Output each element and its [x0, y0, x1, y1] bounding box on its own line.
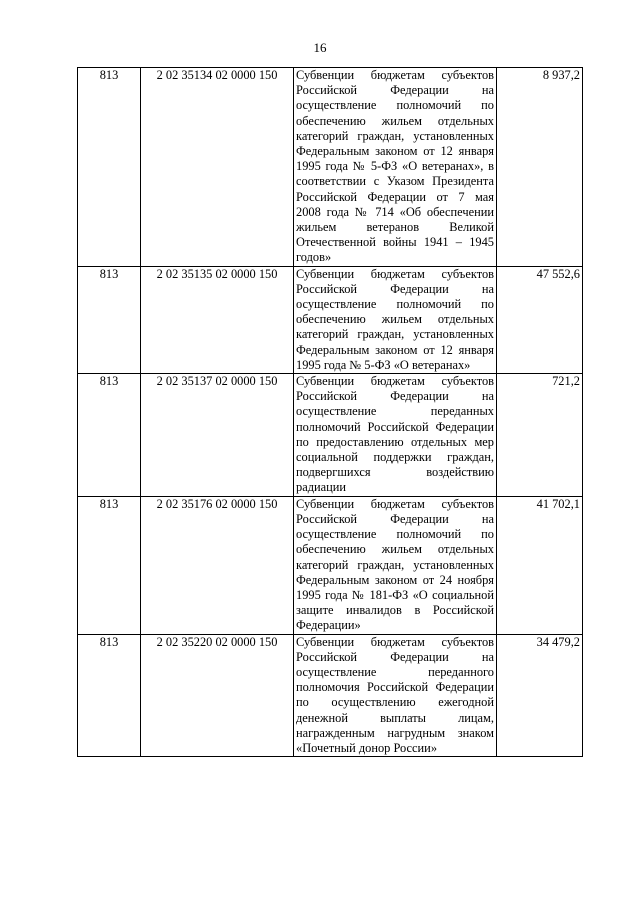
text-line: Субвенции бюджетам субъектов — [296, 266, 494, 281]
text-line: Федеральным законом от 24 ноября — [296, 572, 494, 587]
text-line: по предоставлению отдельных мер — [296, 434, 494, 449]
text-line: обеспечению жильем отдельных — [296, 312, 494, 327]
text-line: защите инвалидов в Российской — [296, 603, 494, 618]
text-line: Российской Федерации на — [296, 389, 494, 404]
admin-code-cell: 813 — [78, 68, 141, 267]
text-line: годов» — [296, 250, 332, 265]
admin-code-cell: 813 — [78, 634, 141, 757]
text-line: Субвенции бюджетам субъектов — [296, 68, 494, 82]
amount-cell: 41 702,1 — [497, 496, 583, 634]
text-line: категорий граждан, установленных — [296, 327, 494, 342]
text-line: полномочий Российской Федерации — [296, 419, 494, 434]
text-line: Федерации» — [296, 618, 361, 633]
page-number: 16 — [313, 40, 327, 55]
text-line: по осуществлению ежегодной — [296, 695, 494, 710]
text-line: обеспечению жильем отдельных — [296, 542, 494, 557]
text-line: соответствии с Указом Президента — [296, 174, 494, 189]
revenue-code-cell: 2 02 35134 02 0000 150 — [141, 68, 294, 267]
table-row — [78, 496, 583, 634]
text-line: жильем ветеранов Великой — [296, 220, 494, 235]
table-row — [78, 374, 583, 497]
text-line: 1995 года № 5-ФЗ «О ветеранах» — [296, 357, 471, 372]
text-line: Отечественной войны 1941 – 1945 — [296, 235, 494, 250]
admin-code-cell: 813 — [78, 374, 141, 497]
text-line: Федеральным законом от 12 января — [296, 144, 494, 159]
revenue-code-cell: 2 02 35176 02 0000 150 — [141, 496, 294, 634]
admin-code-cell: 813 — [78, 266, 141, 373]
text-line: Российской Федерации на — [296, 649, 494, 664]
revenue-name-cell — [294, 68, 497, 267]
table-row — [78, 634, 583, 757]
amount-cell: 34 479,2 — [497, 634, 583, 757]
text-line: полномочия Российской Федерации — [296, 680, 494, 695]
admin-code-cell: 813 — [78, 496, 141, 634]
revenue-code-cell: 2 02 35137 02 0000 150 — [141, 374, 294, 497]
table-row — [78, 266, 583, 373]
revenue-code-cell: 2 02 35135 02 0000 150 — [141, 266, 294, 373]
text-line: Российской Федерации на — [296, 83, 494, 98]
text-line: социальной поддержки граждан, — [296, 450, 494, 465]
text-line: Российской Федерации на — [296, 511, 494, 526]
text-line: радиации — [296, 480, 347, 495]
text-line: осуществление полномочий по — [296, 98, 494, 113]
revenue-name-cell — [294, 374, 497, 497]
text-line: денежной выплаты лицам, — [296, 710, 494, 725]
text-line: категорий граждан, установленных — [296, 128, 494, 143]
amount-cell: 47 552,6 — [497, 266, 583, 373]
text-line: Субвенции бюджетам субъектов — [296, 496, 494, 511]
text-line: 2008 года № 714 «Об обеспечении — [296, 204, 494, 219]
text-line: Федеральным законом от 12 января — [296, 342, 494, 357]
text-line: Российской Федерации от 7 мая — [296, 189, 494, 204]
text-line: Российской Федерации на — [296, 281, 494, 296]
amount-cell: 721,2 — [497, 374, 583, 497]
text-line: награжденным нагрудным знаком — [296, 725, 494, 740]
text-line: категорий граждан, установленных — [296, 557, 494, 572]
revenue-name-cell — [294, 634, 497, 757]
amount-cell: 8 937,2 — [497, 68, 583, 267]
text-line: 1995 года № 181-ФЗ «О социальной — [296, 587, 494, 602]
text-line: подвергшихся воздействию — [296, 465, 494, 480]
revenue-code-cell: 2 02 35220 02 0000 150 — [141, 634, 294, 757]
text-line: «Почетный донор России» — [296, 740, 438, 755]
revenue-name-cell — [294, 496, 497, 634]
text-line: осуществление полномочий по — [296, 527, 494, 542]
text-line: осуществление переданных — [296, 404, 494, 419]
table-row — [78, 68, 583, 267]
text-line: осуществление переданного — [296, 664, 494, 679]
text-line: Субвенции бюджетам субъектов — [296, 634, 494, 649]
text-line: осуществление полномочий по — [296, 297, 494, 312]
text-line: обеспечению жильем отдельных — [296, 113, 494, 128]
budget-revenue-table — [77, 67, 583, 757]
text-line: 1995 года № 5-ФЗ «О ветеранах», в — [296, 159, 494, 174]
text-line: Субвенции бюджетам субъектов — [296, 374, 494, 389]
revenue-name-cell — [294, 266, 497, 373]
